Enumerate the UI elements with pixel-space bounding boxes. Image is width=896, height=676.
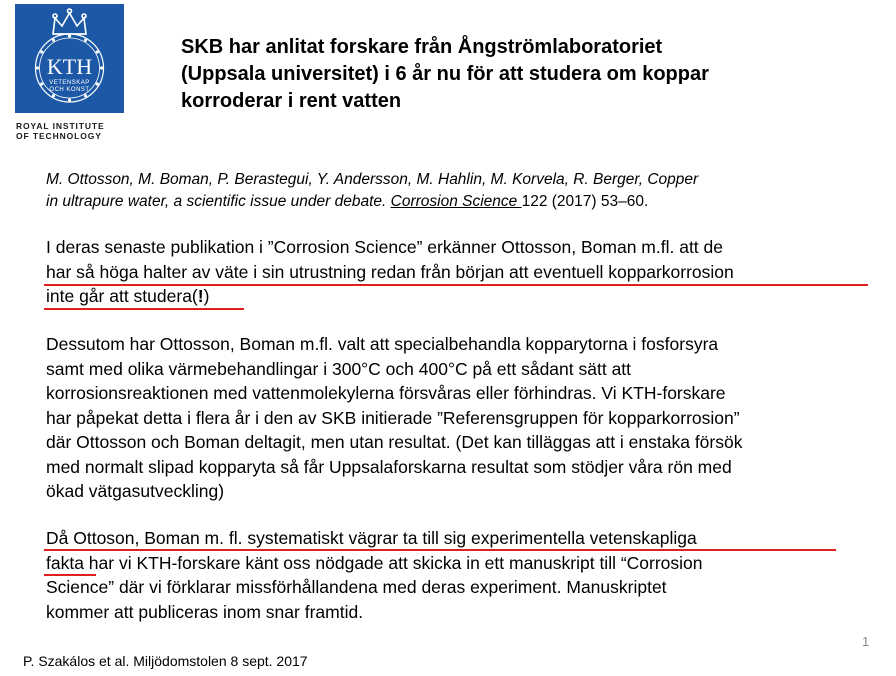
logo-caption-line2: OF TECHNOLOGY: [16, 131, 102, 141]
paragraph-3-line: kommer att publiceras inom snar framtid.: [46, 601, 364, 622]
paragraph-1-line-3: [46, 284, 892, 309]
citation: [46, 169, 846, 213]
slide-title: [181, 34, 871, 115]
paragraph-1-emphasis: !: [197, 286, 204, 306]
title-line-1: SKB har anlitat forskare från Ångströmlaboratoriet: [181, 36, 663, 58]
logo-motto-line1: VETENSKAP: [49, 80, 90, 86]
paragraph-2: [46, 332, 892, 504]
paragraph-2-line: Dessutom har Ottosson, Boman m.fl. valt att specialbehandla kopparytorna i fosforsyra: [46, 334, 719, 354]
citation-line-1: M. Ottosson, M. Boman, P. Berastegui, Y. Andersson, M. Hahlin, M. Korvela, R. Berger, Copper: [46, 171, 699, 188]
page-number: 1: [862, 634, 870, 649]
paragraph-3: [46, 526, 892, 624]
highlight-underline-4: [44, 574, 96, 576]
kth-crest-icon: [15, 4, 124, 113]
logo-caption-line1: ROYAL INSTITUTE: [16, 121, 105, 131]
citation-details: 122 (2017) 53–60.: [521, 193, 649, 210]
paragraph-3-line: Då Ottoson, Boman m. fl. systematiskt vägrar ta till sig experimentella vetenskapliga: [46, 528, 697, 548]
paragraph-2-line: med normalt slipad kopparyta så får Uppsalaforskarna resultat som stödjer våra rön med: [46, 456, 732, 477]
highlight-underline-3: [44, 549, 836, 551]
title-line-3: korroderar i rent vatten: [181, 90, 402, 112]
paragraph-2-line: har påpekat detta i flera år i den av SKB initierade ”Referensgruppen för kopparkorrosion”: [46, 407, 740, 428]
highlight-underline-1: [44, 284, 868, 286]
citation-line-2-prefix: in ultrapure water, a scientific issue under debate.: [46, 193, 391, 210]
highlight-underline-2: [44, 308, 244, 310]
kth-logo: [15, 4, 124, 113]
paragraph-2-line: samt med olika värmebehandlingar i 300°C och 400°C på ett sådant sätt att: [46, 358, 632, 379]
paragraph-3-line: Science” där vi förklarar missförhållandena med deras experiment. Manuskriptet: [46, 577, 667, 597]
logo-caption: [16, 121, 156, 141]
citation-line-2: [46, 191, 846, 213]
paragraph-3-line: fakta har vi KTH-forskare känt oss nödgade att skicka in ett manuskript till “Corrosion: [46, 552, 703, 573]
logo-motto-line2: OCH KONST: [49, 87, 90, 93]
title-line-2: (Uppsala universitet) i 6 år nu för att studera om koppar: [181, 63, 709, 85]
footer-citation: P. Szakálos et al. Miljödomstolen 8 sept. 2017: [23, 653, 308, 669]
paragraph-1-line-3-text: inte går att studera(: [46, 286, 198, 306]
citation-journal: Corrosion Science: [390, 193, 522, 210]
paragraph-2-line: ökad vätgasutveckling): [46, 481, 225, 501]
paragraph-1: [46, 235, 892, 309]
paragraph-1-line-1: I deras senaste publikation i ”Corrosion Science” erkänner Ottosson, Boman m.fl. att de: [46, 237, 723, 257]
paragraph-1-line-3-end: ): [203, 286, 210, 306]
paragraph-1-line-2: har så höga halter av väte i sin utrustning redan från början att eventuell kopparkorrosion: [46, 261, 734, 282]
paragraph-2-line: där Ottosson och Boman deltagit, men utan resultat. (Det kan tilläggas att i enstaka försök: [46, 432, 743, 452]
logo-brand-text: KTH: [46, 54, 93, 79]
paragraph-2-line: korrosionsreaktionen med vattenmolekylerna försvåras eller förhindras. Vi KTH-forskare: [46, 383, 726, 403]
